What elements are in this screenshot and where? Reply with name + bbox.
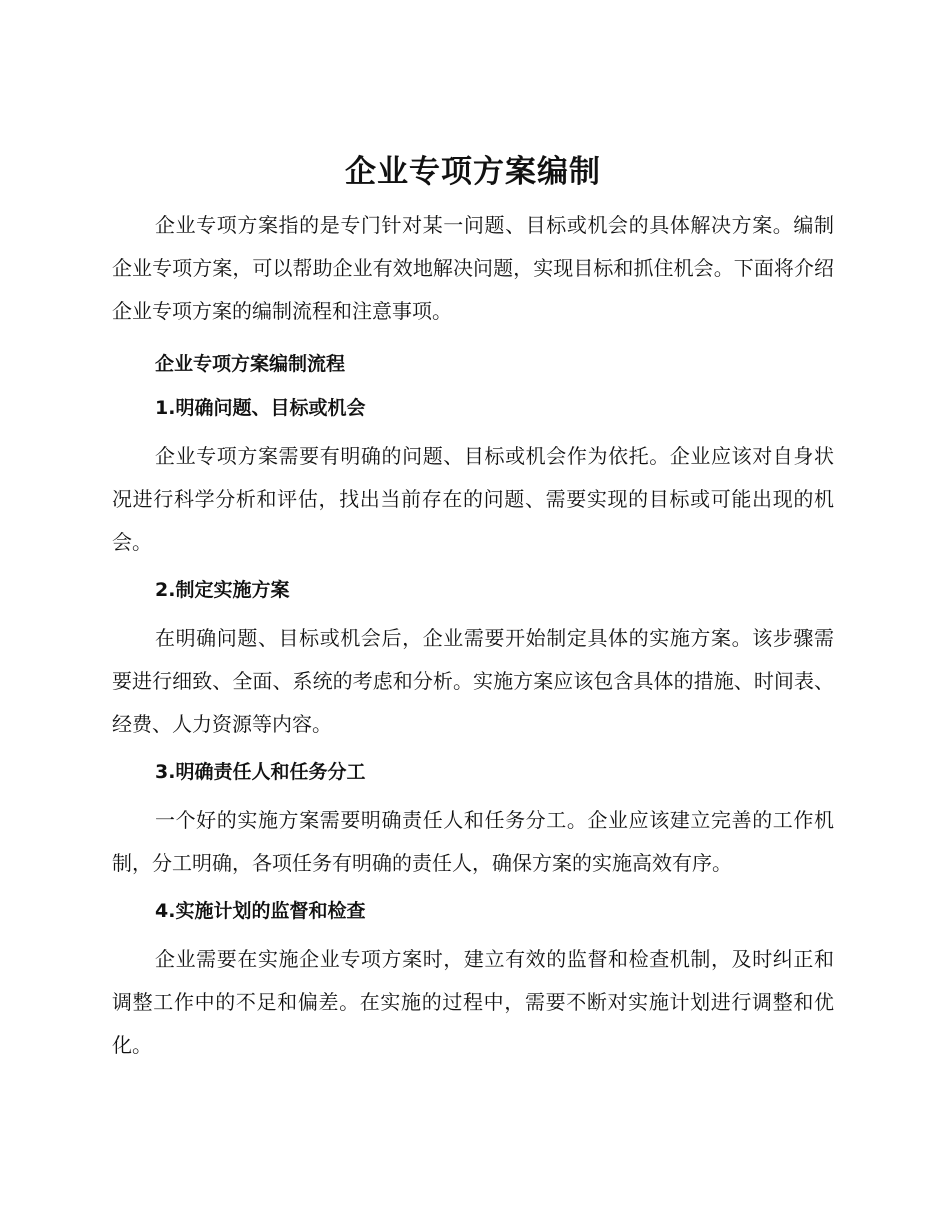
- step-3-body: 一个好的实施方案需要明确责任人和任务分工。企业应该建立完善的工作机制，分工明确，各项任务有明确的责任人，确保方案的实施高效有序。: [112, 808, 834, 875]
- step-1-heading: 1.明确问题、目标或机会: [155, 397, 366, 419]
- step-4-body: 企业需要在实施企业专项方案时，建立有效的监督和检查机制，及时纠正和调整工作中的不足和偏差。在实施的过程中，需要不断对实施计划进行调整和优化。: [112, 947, 834, 1057]
- intro-paragraph: 企业专项方案指的是专门针对某一问题、目标或机会的具体解决方案。编制企业专项方案，可以帮助企业有效地解决问题，实现目标和抓住机会。下面将介绍企业专项方案的编制流程和注意事项。: [112, 213, 834, 323]
- step-2-heading: 2.制定实施方案: [155, 579, 290, 601]
- step-4-heading: 4.实施计划的监督和检查: [155, 900, 366, 922]
- document-title: 企业专项方案编制: [345, 154, 601, 190]
- step-2-body: 在明确问题、目标或机会后，企业需要开始制定具体的实施方案。该步骤需要进行细致、全面、系统的考虑和分析。实施方案应该包含具体的措施、时间表、经费、人力资源等内容。: [112, 626, 834, 736]
- step-3-heading: 3.明确责任人和任务分工: [155, 761, 366, 783]
- document-page: [112, 146, 834, 1067]
- section-heading: 企业专项方案编制流程: [155, 353, 346, 375]
- step-1-body: 企业专项方案需要有明确的问题、目标或机会作为依托。企业应该对自身状况进行科学分析和评估，找出当前存在的问题、需要实现的目标或可能出现的机会。: [112, 444, 834, 554]
